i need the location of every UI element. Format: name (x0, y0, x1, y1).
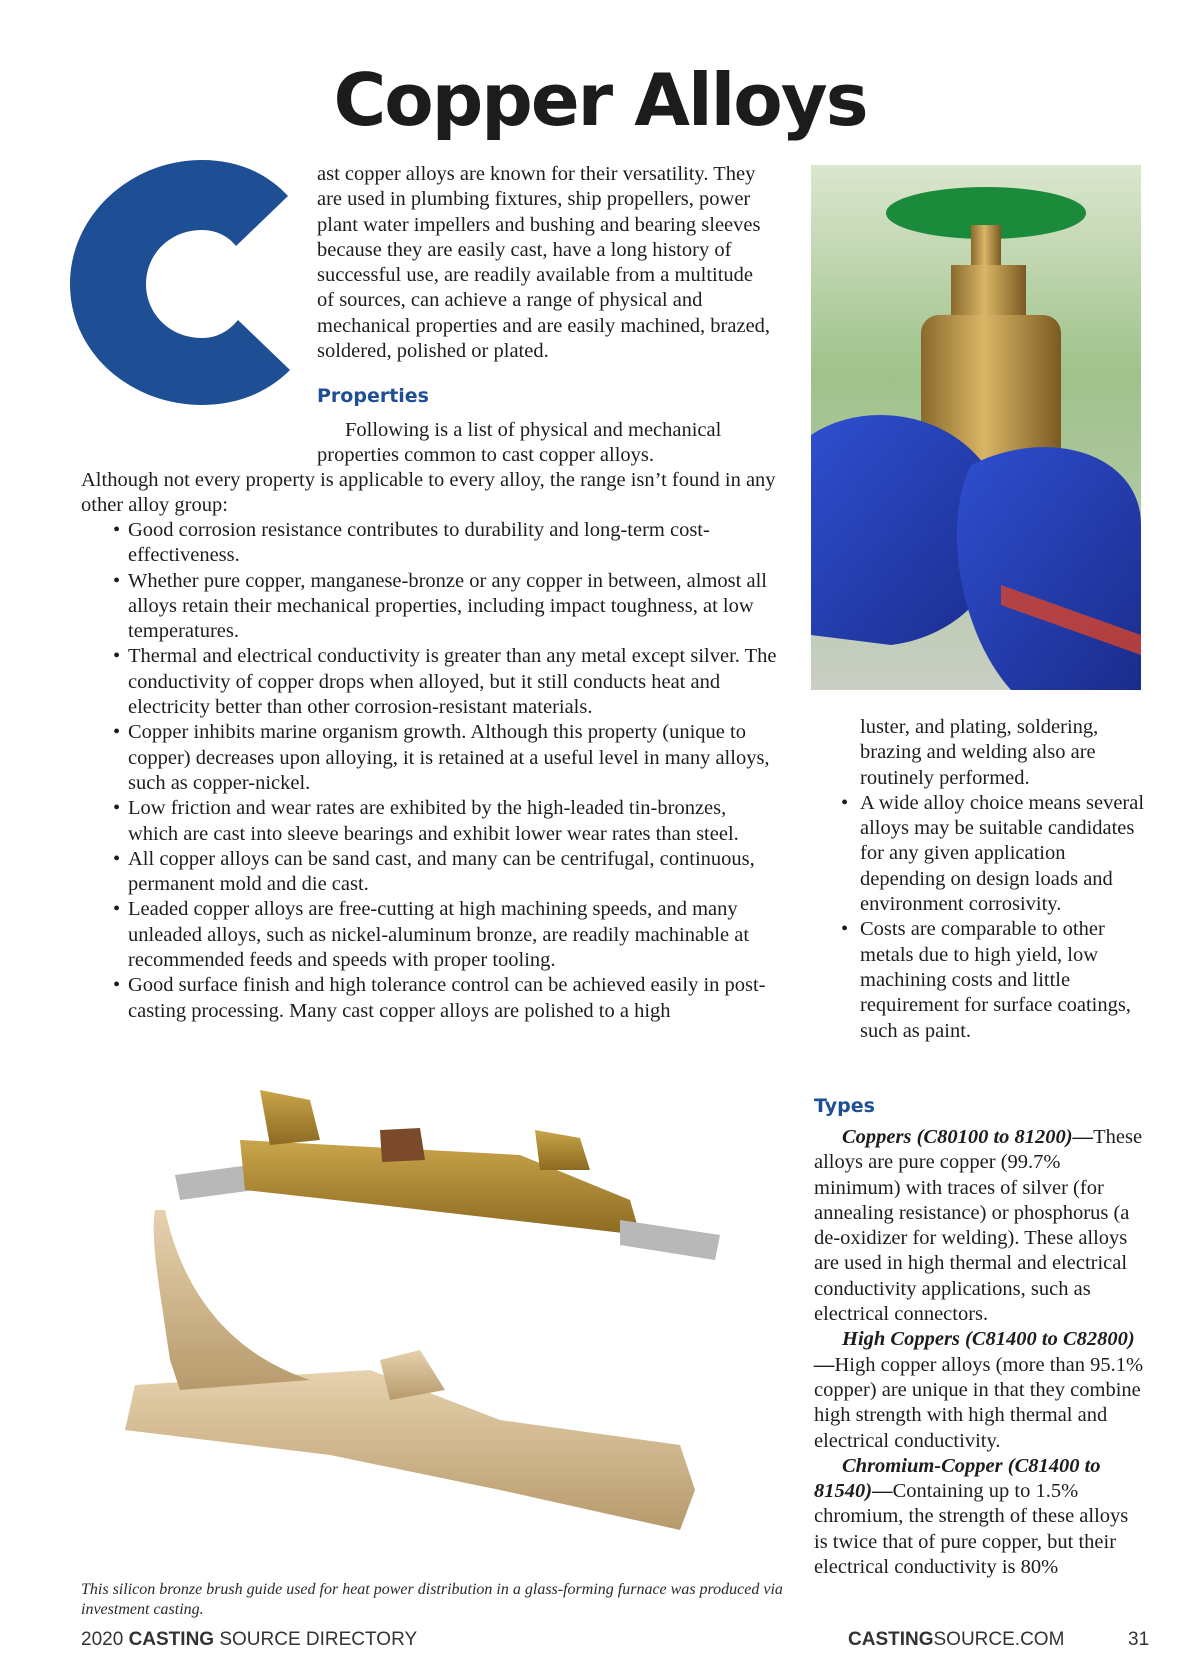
list-item: • Thermal and electrical conductivity is greater than any metal except silver. The conductivity of copper drops when alloyed, but it still conducts heat and electricity better than other corrosion-resistant materials. (81, 644, 781, 720)
list-item: • A wide alloy choice means several alloys may be suitable candidates for any given application depending on design loads and environment corrosivity. (845, 791, 1145, 917)
types-heading: Types (814, 1095, 875, 1117)
list-item: • Good surface finish and high tolerance control can be achieved easily in post-casting processing. Many cast copper alloys are polished to a high (81, 973, 781, 1024)
properties-list (81, 518, 781, 1024)
page-number: 31 (1128, 1629, 1150, 1650)
properties-list-continued (845, 715, 1145, 1044)
drop-cap (70, 160, 300, 405)
properties-intro: Following is a list of physical and mechanical properties common to cast copper alloys. (317, 419, 722, 467)
list-item: • Whether pure copper, manganese-bronze or any copper in between, almost all alloys retain their mechanical properties, including impact toughness, at low temperatures. (81, 569, 781, 645)
list-item-continuation: luster, and plating, soldering, brazing and welding also are routinely performed. (860, 716, 1099, 789)
types-section (814, 1125, 1144, 1580)
type-entry (814, 1125, 1144, 1327)
list-item: • Good corrosion resistance contributes to durability and long-term cost-effectiveness. (81, 518, 781, 569)
type-name: High Coppers (C81400 to C82800)— (814, 1328, 1135, 1376)
footer-pub-bold: CASTING (128, 1629, 215, 1650)
valve-photo (811, 165, 1141, 690)
type-entry (814, 1454, 1144, 1580)
type-name: Chromium-Copper (C81400 to 81540)— (814, 1454, 1101, 1503)
list-item: • Leaded copper alloys are free-cutting at high machining speeds, and many unleaded alloys, such as nickel-aluminum bronze, are readily machinable at recommended feeds and speeds with proper tooling. (81, 897, 781, 973)
intro-paragraph: ast copper alloys are known for their versatility. They are used in plumbing fixtures, ship propellers, power plant water impellers and bushing and bearing sleeves because they are easily cast, have a long history of successful use, are readily available from a multitude of sources, can achieve a range of physical and mechanical properties and are easily machined, brazed, soldered, polished or plated. (317, 163, 771, 363)
type-description: High copper alloys (more than 95.1% copper) are unique in that they combine high strength with high thermal and electrical conductivity. (814, 1353, 1144, 1452)
footer-site-bold: CASTING (848, 1629, 934, 1650)
type-description: Containing up to 1.5% chromium, the strength of these alloys is twice that of pure copper, but their electrical conductivity is 80% (814, 1480, 1129, 1579)
type-entry (814, 1327, 1144, 1453)
list-item: • All copper alloys can be sand cast, and many can be centrifugal, continuous, permanent mold and die cast. (81, 847, 781, 898)
footer-website (848, 1629, 1064, 1651)
footer-year: 2020 (81, 1629, 124, 1650)
properties-intro-continued: Although not every property is applicable to every alloy, the range isn’t found in any other alloy group: (81, 469, 776, 517)
footer-publication (81, 1629, 417, 1651)
brush-guide-photo (80, 1060, 790, 1575)
photo-caption: This silicon bronze brush guide used for heat power distribution in a glass-forming furnace was produced via investment casting. (81, 1581, 783, 1618)
list-item: • Costs are comparable to other metals due to high yield, low machining costs and little requirement for surface coatings, such as paint. (845, 917, 1145, 1043)
page-title: Copper Alloys (333, 58, 867, 142)
properties-heading: Properties (317, 385, 429, 407)
list-item: • Low friction and wear rates are exhibited by the high-leaded tin-bronzes, which are cast into sleeve bearings and exhibit lower wear rates than steel. (81, 796, 781, 847)
type-name: Coppers (C80100 to 81200)— (842, 1126, 1094, 1148)
footer-pub-rest: SOURCE DIRECTORY (219, 1629, 418, 1650)
list-item: • Copper inhibits marine organism growth. Although this property (unique to copper) decreases upon alloying, it is retained at a useful level in many alloys, such as copper-nickel. (81, 720, 781, 796)
footer-site-rest: SOURCE.COM (933, 1629, 1065, 1650)
type-description: These alloys are pure copper (99.7% minimum) with traces of silver (for annealing resistance) or phosphorus (a de-oxidizer for welding). These alloys are used in high thermal and electrical conductivity applications, such as electrical connectors. (814, 1126, 1143, 1326)
